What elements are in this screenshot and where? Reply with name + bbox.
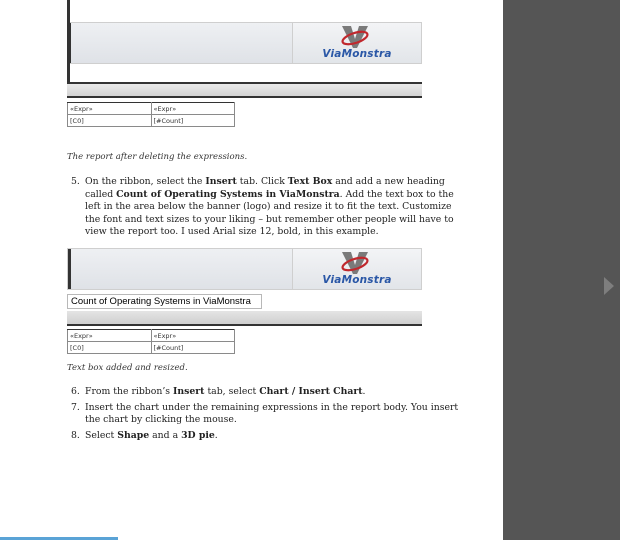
list-item: 8. Select Shape and a 3D pie. [71,429,218,441]
expression-table [67,102,235,127]
logo-text: ViaMonstra [322,48,392,60]
section-divider-bottom [67,96,422,98]
table-row [68,342,235,354]
list-item: 5. On the ribbon, select the Insert tab. Click Text Box and add a new heading called Count of Operating Systems in ViaMonstra. Add the text box to the left in the area below the banner (logo) and resize it to fit the text. Customize the font and text sizes to your liking – but remember other people will have to view the report too. I used Arial size 12, bold, in this example. [71,176,454,238]
logo-v-icon [339,25,371,49]
table-cell: «Expr» [151,330,235,342]
step-number: 5. [71,176,80,187]
list-item: 7. Insert the chart under the remaining expressions in the report body. You insert the chart by clicking the mouse. [71,401,459,426]
figure-caption-2: Text box added and resized. [67,363,188,373]
step-number: 7. [71,401,80,413]
section-divider-bottom [67,324,422,326]
section-divider [67,82,422,96]
report-banner [67,248,422,290]
step-number: 8. [71,429,80,441]
figure-caption-1: The report after deleting the expressions. [67,152,248,162]
logo-text: ViaMonstra [322,274,392,286]
logo-v-icon [339,251,371,275]
list-item: 6. From the ribbon’s Insert tab, select Chart / Insert Chart. [71,386,366,397]
table-cell: «Expr» [151,103,235,115]
table-cell: [C0] [68,115,152,127]
table-cell: «Expr» [68,330,152,342]
table-cell: [C0] [68,342,152,354]
steps-list-2 [67,386,467,445]
logo [292,23,421,63]
table-cell: [#Count] [151,115,235,127]
table-cell: «Expr» [68,103,152,115]
table-row [68,103,235,115]
table-row [68,115,235,127]
table-row [68,330,235,342]
reader-side-panel [503,0,620,540]
chevron-right-icon[interactable] [604,277,614,295]
section-divider [67,311,422,324]
logo [292,249,421,289]
table-cell: [#Count] [151,342,235,354]
expression-table [67,329,235,354]
report-heading-textbox: Count of Operating Systems in ViaMonstra [67,294,262,309]
step-number: 6. [71,386,80,397]
banner-edge [68,249,71,289]
steps-list-1 [67,176,467,242]
report-banner [67,22,422,64]
left-edge-line [67,0,70,95]
